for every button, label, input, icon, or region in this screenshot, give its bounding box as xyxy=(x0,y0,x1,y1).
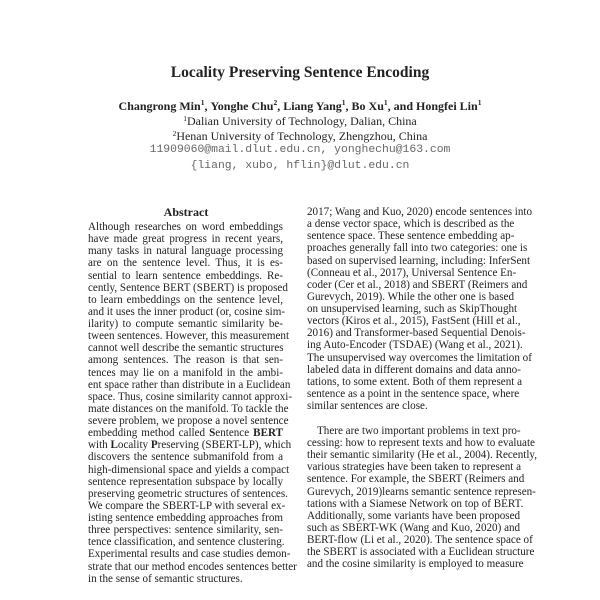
bold-text: L xyxy=(110,439,118,452)
author-name: Bo Xu xyxy=(351,99,384,113)
text-line: 2016) and Transformer-based Sequential Denois- xyxy=(307,327,526,340)
text-line: the SBERT is associated with a Euclidean structure xyxy=(307,546,535,559)
paper-title: Locality Preserving Sentence Encoding xyxy=(170,64,430,81)
text-line: in the sense of semantic structures. xyxy=(88,572,243,585)
text-line: sentence. For example, the SBERT (Reimers and xyxy=(307,473,525,486)
text-line: based on supervised learning, including: InferSent xyxy=(307,254,531,267)
text-line xyxy=(88,427,283,439)
text-line: We compare the SBERT-LP with several ex- xyxy=(88,499,286,512)
text-line: space. Thus, cosine similarity cannot approxi- xyxy=(88,390,293,403)
text-line: The unsupervised way overcomes the limitation of xyxy=(307,351,532,364)
text-segment: embedding method called xyxy=(88,427,210,440)
author-separator: , and xyxy=(387,99,416,113)
text-line: similar sentences are close. xyxy=(307,400,428,412)
text-line: cannot well describe the semantic structures xyxy=(88,342,284,355)
text-line: sential to learn sentence embeddings. Re- xyxy=(88,269,283,282)
text-line: cently, Sentence BERT (SBERT) is proposed xyxy=(88,281,288,294)
affiliation-marker: 1 xyxy=(183,114,187,123)
author-separator: , xyxy=(204,99,211,113)
text-line: (Conneau et al., 2017), Universal Sentence En- xyxy=(307,266,517,279)
paragraph-gap xyxy=(307,412,514,425)
author-affiliation-marker: 1 xyxy=(477,98,482,107)
text-line: three perspectives: sentence similarity, sen- xyxy=(88,524,283,537)
text-line: sentence space. These sentence embedding ap- xyxy=(307,230,515,243)
text-line: labeled data in different domains and data anno- xyxy=(307,363,521,376)
text-segment: entence xyxy=(215,427,254,440)
affiliation-marker: 2 xyxy=(172,129,177,138)
text-line: 2017; Wang and Kuo, 2020) encode sentences into xyxy=(307,206,533,218)
text-line: are on the sentence level. Thus, it is es- xyxy=(88,257,283,270)
bold-text: P xyxy=(150,439,158,452)
author-name: Yonghe Chu xyxy=(210,99,274,113)
text-line: tations with a Siamese Network on top of BERT. xyxy=(307,497,524,510)
text-line: and it uses the inner product (or, cosine sim- xyxy=(88,305,286,318)
text-line: have made great progress in recent years, xyxy=(88,233,283,246)
abstract-body xyxy=(88,221,297,585)
author-separator: , xyxy=(345,99,352,113)
text-line: preserving geometric structures of sentences. xyxy=(88,487,288,500)
text-line: vectors (Kiros et al., 2015), FastSent (Hill et al., xyxy=(307,315,521,328)
text-line: Experimental results and case studies demon- xyxy=(88,548,291,561)
author-separator: , xyxy=(277,99,284,113)
text-line: many tasks in natural language processing xyxy=(88,245,283,258)
text-line: among sentences. The reason is that sen- xyxy=(88,354,283,367)
affiliation-text: Henan University of Technology, Zhengzhou, China xyxy=(176,129,428,143)
author-affiliation-marker: 1 xyxy=(341,98,346,107)
text-line: tences may lie on a manifold in the ambi- xyxy=(88,366,283,379)
author-name: Hongfei Lin xyxy=(416,99,478,113)
introduction-body xyxy=(307,206,538,571)
text-line: their semantic similarity (He et al., 2004). Recently, xyxy=(307,449,538,462)
text-line: isting sentence embedding approaches from xyxy=(88,512,283,524)
author-affiliation-marker: 1 xyxy=(383,98,388,107)
text-line: such as SBERT-WK (Wang and Kuo, 2020) and xyxy=(307,521,521,534)
text-line: ilarity) to compute semantic similarity be- xyxy=(88,318,283,330)
author-list xyxy=(0,99,600,114)
text-line: Additionally, some variants have been proposed xyxy=(307,509,521,522)
author-affiliation-marker: 1 xyxy=(200,98,205,107)
text-line: severe problem, we propose a novel sentence xyxy=(88,415,289,427)
bold-text: S xyxy=(209,427,216,440)
text-line: a dense vector space, which is described as the xyxy=(307,218,515,231)
text-segment: ocality xyxy=(117,439,151,452)
bold-text: BERT xyxy=(253,427,283,440)
text-line: coder (Cer et al., 2018) and SBERT (Reimers and xyxy=(307,278,528,291)
text-line: mate distances on the manifold. To tackle the xyxy=(88,402,289,415)
text-line: ing Auto-Encoder (TSDAE) (Wang et al., 2021). xyxy=(307,339,523,352)
text-line: on unsupervised learning, such as SkipThought xyxy=(307,303,518,315)
affiliation-text: Dalian University of Technology, Dalian, China xyxy=(186,114,417,128)
text-line: ent space rather than distribute in a Euclidean xyxy=(88,378,291,391)
text-line: high-dimensional space and yields a compact xyxy=(88,463,290,476)
text-line: to learn embeddings on the sentence level, xyxy=(88,293,283,306)
author-emails-2: {liang, xubo, hflin}@dlut.edu.cn xyxy=(190,160,410,172)
affiliation-1 xyxy=(0,114,600,129)
text-line: proaches generally fall into two categories: one is xyxy=(307,242,528,255)
text-line: tween sentences. However, this measurement xyxy=(88,330,290,343)
text-line: tence classification, and sentence clustering. xyxy=(88,536,285,549)
text-line: Gurevych, 2019). While the other one is based xyxy=(307,290,514,303)
text-line: cessing: how to represent texts and how to evaluate xyxy=(307,437,535,450)
author-name: Liang Yang xyxy=(283,99,342,113)
author-affiliation-marker: 2 xyxy=(273,98,278,107)
text-line: Although researches on word embeddings xyxy=(88,221,283,233)
author-emails-1: 11909060@mail.dlut.edu.cn, yonghechu@163.com xyxy=(149,144,451,156)
text-line: tations, to some extent. Both of them represent a xyxy=(307,375,523,388)
text-line: BERT-flow (Li et al., 2020). The sentence space of xyxy=(307,534,533,547)
text-segment: reserving (SBERT-LP), which xyxy=(157,439,292,452)
affiliation-2 xyxy=(0,129,600,144)
text-line: discovers the sentence submanifold from a xyxy=(88,451,283,464)
text-line: various strategies have been taken to represent a xyxy=(307,461,522,474)
author-name: Changrong Min xyxy=(118,99,201,113)
abstract-heading: Abstract xyxy=(163,205,209,219)
text-segment: with xyxy=(88,439,111,452)
text-line: sentence representation subspace by locally xyxy=(88,475,283,488)
text-line: There are two important problems in text pro- xyxy=(317,424,521,437)
text-line xyxy=(88,439,292,452)
text-line: strate that our method encodes sentences better xyxy=(88,560,297,573)
text-line: sentence as a point in the sentence space, where xyxy=(307,387,520,400)
text-line: and the cosine similarity is employed to measure xyxy=(307,558,524,571)
text-line: Gurevych, 2019)learns semantic sentence represen- xyxy=(307,485,536,498)
